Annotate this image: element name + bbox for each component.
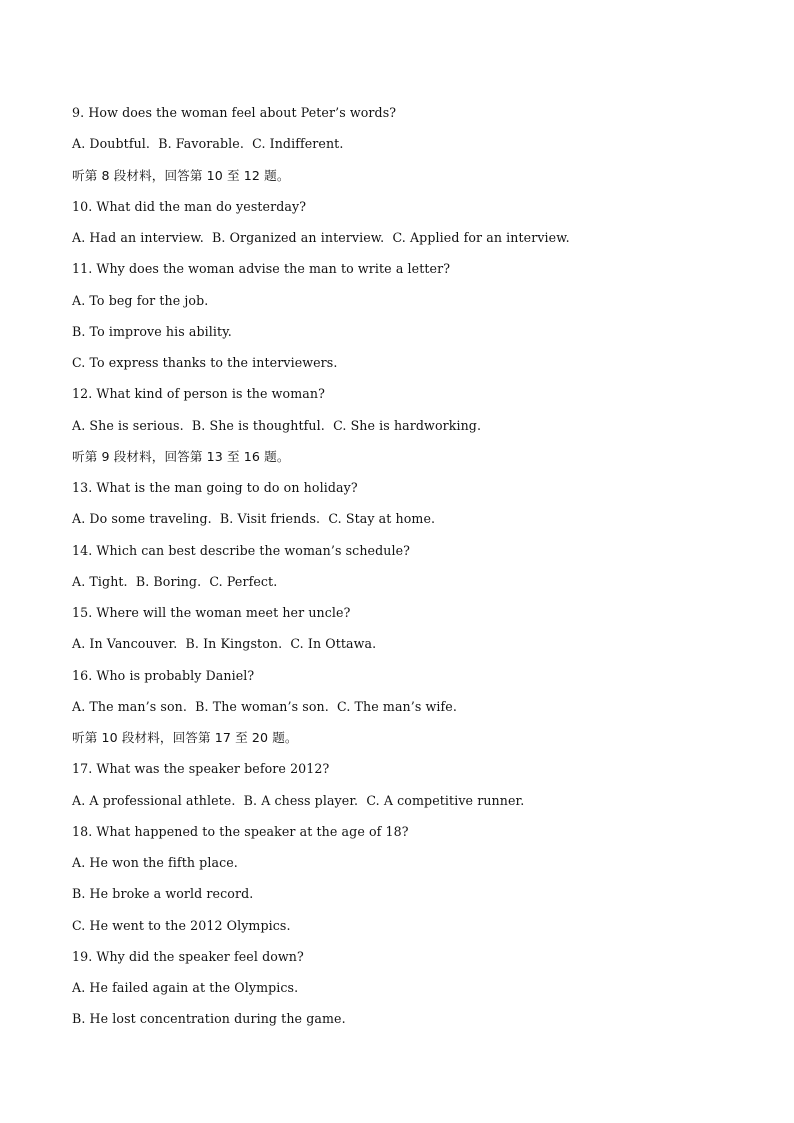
options-15: A. In Vancouver. B. In Kingston. C. In Ottawa.	[72, 636, 377, 652]
question-9: 9. How does the woman feel about Peter’s words?	[72, 105, 397, 120]
option-11-b: B. To improve his ability.	[72, 323, 232, 339]
question-15: 15. Where will the woman meet her uncle?	[72, 605, 351, 620]
option-18-a: A. He won the fifth place.	[72, 855, 238, 870]
options-17: A. A professional athlete. B. A chess player. C. A competitive runner.	[72, 792, 525, 808]
question-19: 19. Why did the speaker feel down?	[72, 948, 304, 964]
options-10: A. Had an interview. B. Organized an interview. C. Applied for an interview.	[72, 230, 570, 245]
exam-content	[72, 104, 762, 1042]
section-heading-10: 听第 10 段材料，回答第 17 至 20 题。	[72, 730, 298, 745]
options-14: A. Tight. B. Boring. C. Perfect.	[72, 573, 278, 589]
options-12: A. She is serious. B. She is thoughtful. C. She is hardworking.	[72, 417, 482, 433]
option-11-c: C. To express thanks to the interviewers.	[72, 355, 338, 370]
options-9: A. Doubtful. B. Favorable. C. Indifferent.	[72, 136, 344, 152]
section-heading-9: 听第 9 段材料，回答第 13 至 16 题。	[72, 448, 290, 464]
section-heading-8: 听第 8 段材料，回答第 10 至 12 题。	[72, 167, 290, 183]
question-10: 10. What did the man do yesterday?	[72, 198, 307, 214]
question-11: 11. Why does the woman advise the man to write a letter?	[72, 261, 451, 277]
question-17: 17. What was the speaker before 2012?	[72, 761, 330, 777]
option-19-b: B. He lost concentration during the game.	[72, 1011, 346, 1027]
options-13: A. Do some traveling. B. Visit friends. C. Stay at home.	[72, 511, 436, 527]
question-16: 16. Who is probably Daniel?	[72, 667, 255, 683]
question-12: 12. What kind of person is the woman?	[72, 386, 325, 402]
option-11-a: A. To beg for the job.	[72, 292, 209, 308]
question-13: 13. What is the man going to do on holiday?	[72, 480, 358, 495]
option-18-b: B. He broke a world record.	[72, 886, 254, 902]
question-18: 18. What happened to the speaker at the age of 18?	[72, 823, 409, 839]
option-19-a: A. He failed again at the Olympics.	[72, 980, 299, 995]
options-16: A. The man’s son. B. The woman’s son. C. The man’s wife.	[72, 698, 457, 714]
question-14: 14. Which can best describe the woman’s schedule?	[72, 542, 411, 558]
option-18-c: C. He went to the 2012 Olympics.	[72, 917, 291, 933]
